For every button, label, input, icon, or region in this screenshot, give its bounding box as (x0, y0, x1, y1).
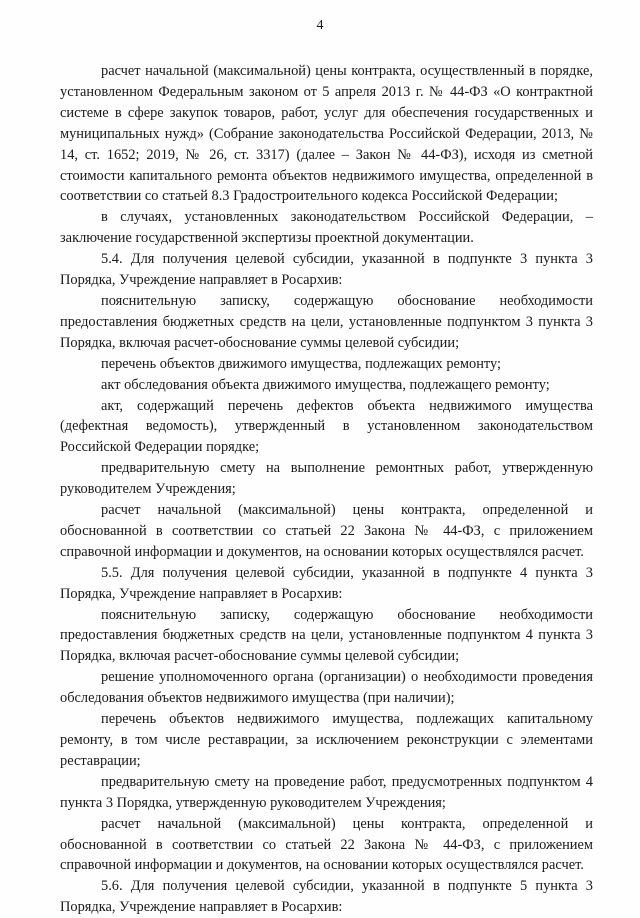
paragraph-clause-5-5: 5.5. Для получения целевой субсидии, указанной в подпункте 4 пункта 3 Порядка, Учреждение направляет в Росархив: (60, 564, 593, 602)
paragraph-ceiling-price-calculation: расчет начальной (максимальной) цены контракта, осуществленный в порядке, установленном Федеральным законом от 5 апреля 2013 г. № 44-ФЗ «О контрактной системе в сфере закупок товаров, работ, услуг для обеспечения государственных и муниципальных нужд» (Собрание законодательства Российской Федерации, 2013, № 14, ст. 1652; 2019, № 26, ст. 3317) (далее – Закон № 44-ФЗ), исходя из сметной стоимости капитального ремонта объектов недвижимого имущества, определенной в соответствии со статьей 8.3 Градостроительного кодекса Российской Федерации; (60, 63, 593, 205)
paragraph-survey-decision: решение уполномоченного органа (организации) о необходимости проведения обследования объектов недвижимого имущества (при наличии); (60, 669, 593, 707)
page-number: 4 (316, 18, 324, 33)
paragraph-explanatory-note: пояснительную записку, содержащую обоснование необходимости предоставления бюджетных средств на цели, установленные подпунктом 4 пункта 3 Порядка, включая расчет-обоснование суммы целевой субсидии; (60, 606, 593, 665)
paragraph-clause-5-6: 5.6. Для получения целевой субсидии, указанной в подпункте 5 пункта 3 Порядка, Учреждение направляет в Росархив: (60, 878, 593, 916)
paragraph-state-expertise: в случаях, установленных законодательством Российской Федерации, – заключение государственной экспертизы проектной документации. (60, 209, 593, 247)
document-body (60, 61, 593, 918)
paragraph-preliminary-estimate: предварительную смету на выполнение ремонтных работ, утвержденную руководителем Учреждения; (60, 460, 593, 498)
paragraph-explanatory-note: пояснительную записку, содержащую обоснование необходимости предоставления бюджетных средств на цели, установленные подпунктом 3 пункта 3 Порядка, включая расчет-обоснование суммы целевой субсидии; (60, 292, 593, 351)
paragraph-movable-property-list: перечень объектов движимого имущества, подлежащих ремонту; (101, 355, 502, 372)
paragraph-contract-price: расчет начальной (максимальной) цены контракта, определенной и обоснованной в соответствии со статьей 22 Закона № 44-ФЗ, с приложением справочной информации и документов, на основании которых осуществлялся расчет. (60, 502, 593, 560)
paragraph-defect-act: акт, содержащий перечень дефектов объекта недвижимого имущества (дефектная ведомость), утвержденный в установленном законодательством Российской Федерации порядке; (60, 397, 593, 456)
paragraph-real-estate-list: перечень объектов недвижимого имущества, подлежащих капитальному ремонту, в том числе реставрации, за исключением реконструкции с элементами реставрации; (60, 711, 593, 769)
paragraph-inspection-act: акт обследования объекта движимого имущества, подлежащего ремонту; (101, 376, 550, 393)
paragraph-clause-5-4: 5.4. Для получения целевой субсидии, указанной в подпункте 3 пункта 3 Порядка, Учреждение направляет в Росархив: (60, 251, 593, 289)
paragraph-contract-price: расчет начальной (максимальной) цены контракта, определенной и обоснованной в соответствии со статьей 22 Закона № 44-ФЗ, с приложением справочной информации и документов, на основании которых осуществлялся расчет. (60, 815, 593, 874)
paragraph-preliminary-estimate: предварительную смету на проведение работ, предусмотренных подпунктом 4 пункта 3 Порядка, утвержденную руководителем Учреждения; (60, 773, 593, 811)
